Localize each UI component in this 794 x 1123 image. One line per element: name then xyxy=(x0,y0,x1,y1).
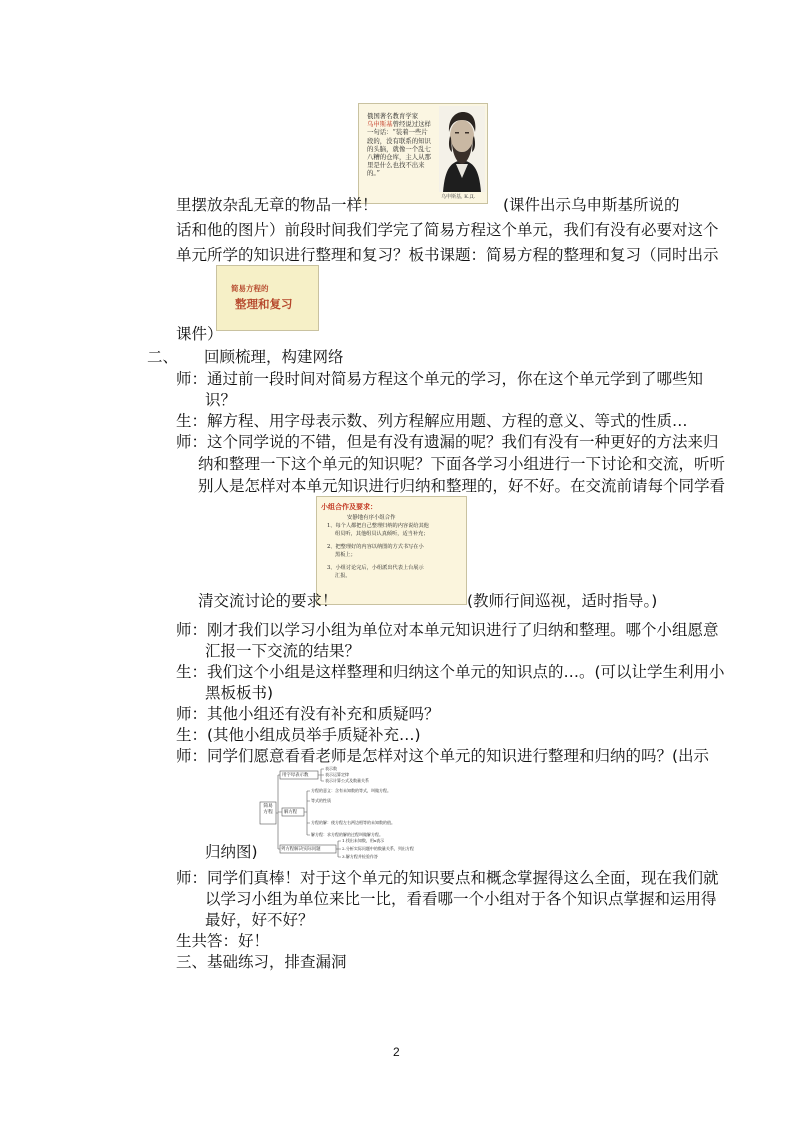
quote-line-2: 曾经说过这样 xyxy=(392,120,431,129)
dialogue-line: 最好，好不好？ xyxy=(205,911,314,929)
dialogue-line: 清交流讨论的要求！ xyxy=(198,592,338,610)
quote-line-7: 里是什么也找不出来 xyxy=(367,161,425,170)
diagram-b3-item: 3.解方程并检验作答 xyxy=(342,854,378,859)
dialogue-line: 生：解方程、用字母表示数、列方程解应用题、方程的意义、等式的性质… xyxy=(176,412,688,430)
diagram-branch-2: 解方程 xyxy=(284,810,298,815)
req-item-1: 1、每个人都把自己整理归纳的内容说给其他 xyxy=(327,523,429,529)
dialogue-line: 师：通过前一段时间对简易方程这个单元的学习，你在这个单元学到了哪些知 xyxy=(176,370,704,388)
dialogue-line: (教师行间巡视，适时指导。) xyxy=(467,592,658,610)
text-line: (课件出示乌申斯基所说的 xyxy=(503,196,680,214)
section-title: 三、基础练习，排查漏洞 xyxy=(176,953,347,971)
dialogue-line: 归纳图) xyxy=(205,843,258,861)
dialogue-line: 黑板板书) xyxy=(205,684,274,702)
portrait-caption: 乌申斯基, К.Д. xyxy=(441,194,476,200)
quote-line-3: 一句话：“装着一些片 xyxy=(367,128,428,137)
lesson-title-slide xyxy=(216,265,319,331)
diagram-b1-item: 表示数 xyxy=(325,766,337,771)
dialogue-line: 师：同学们愿意看看老师是怎样对这个单元的知识进行整理和归纳的吗？(出示 xyxy=(176,747,710,765)
dialogue-line: 汇报一下交流的结果？ xyxy=(205,642,361,660)
quote-line-8: 的。” xyxy=(367,169,380,178)
diagram-root: 简易方程 xyxy=(263,804,273,815)
req-item-3-cont: 汇报。 xyxy=(335,572,351,579)
req-item-3: 3、小组讨论完后，小组派出代表上台展示 xyxy=(327,565,424,571)
slide-title-line-2: 整理和复习 xyxy=(235,297,293,311)
page-number: 2 xyxy=(393,1045,400,1059)
quote-line-5: 的头脑，就像一个乱七 xyxy=(367,144,431,153)
dialogue-line: 师：其他小组还有没有补充和质疑吗？ xyxy=(176,705,440,723)
req-item-2: 2、把整理好的内容以纳图的方式书写在小 xyxy=(327,544,424,550)
quote-line-1: 俄国著名教育学家 xyxy=(367,112,419,120)
diagram-b2-item: 方程的解：使方程左右两边相等的未知数的值。 xyxy=(311,820,395,825)
group-requirements-slide xyxy=(316,496,467,605)
dialogue-line: 以学习小组为单位来比一比，看看哪一个小组对于各个知识点掌握和运用得 xyxy=(205,890,717,908)
dialogue-line: 师：刚才我们以学习小组为单位对本单元知识进行了归纳和整理。哪个小组愿意 xyxy=(176,621,719,639)
dialogue-line: 别人是怎样对本单元知识进行归纳和整理的，好不好。在交流前请每个同学看 xyxy=(198,477,726,495)
section-title: 回顾梳理，构建网络 xyxy=(204,348,344,366)
quote-line-6: 八糟的仓库，主人从那 xyxy=(367,153,431,162)
diagram-b3-item: 1.找出未知数，用x表示 xyxy=(342,838,385,843)
dialogue-line: 识？ xyxy=(205,391,237,409)
text-line: 里摆放杂乱无章的物品一样！ xyxy=(176,196,378,214)
diagram-b1-item: 表示计算公式及数量关系 xyxy=(325,778,369,783)
diagram-b2-item: 等式的性质 xyxy=(311,798,331,803)
req-title: 小组合作及要求： xyxy=(321,502,377,511)
dialogue-line: 生共答：好！ xyxy=(176,932,270,950)
knowledge-diagram xyxy=(258,765,418,860)
text-line: 话和他的图片）前段时间我们学完了简易方程这个单元，我们有没有必要对这个 xyxy=(176,221,719,239)
dialogue-line: 纳和整理一下这个单元的知识呢？下面各学习小组进行一下讨论和交流，听听 xyxy=(198,455,726,473)
dialogue-line: 生：我们这个小组是这样整理和归纳这个单元的知识点的…。(可以让学生利用小 xyxy=(176,663,725,681)
diagram-b3-item: 2.分析实际问题中的数量关系，列出方程 xyxy=(342,846,414,851)
section-number: 二、 xyxy=(147,348,179,366)
ushinsky-name: 乌申斯基 xyxy=(367,120,393,129)
req-subtitle: 安静地有序小组合作 xyxy=(347,515,396,521)
slide-title-line-1: 简易方程的 xyxy=(231,284,269,293)
diagram-b1-item: 表示运算定律 xyxy=(325,772,349,777)
dialogue-line: 师：同学们真棒！对于这个单元的知识要点和概念掌握得这么全面，现在我们就 xyxy=(176,869,719,887)
req-item-1-cont: 组员听，其他组员认真倾听，适当补充； xyxy=(335,530,429,537)
ushinsky-portrait xyxy=(439,106,485,192)
dialogue-line: 生：(其他小组成员举手质疑补充…) xyxy=(176,726,421,744)
dialogue-line: 师：这个同学说的不错，但是有没有遗漏的呢？我们有没有一种更好的方法来归 xyxy=(176,433,719,451)
diagram-b2-item: 方程的意义：含有未知数的等式，叫做方程。 xyxy=(311,788,391,793)
text-line: 单元所学的知识进行整理和复习？板书课题：简易方程的整理和复习（同时出示 xyxy=(176,246,719,264)
diagram-b2-item: 解方程：求方程的解的过程叫做解方程。 xyxy=(311,832,383,837)
diagram-branch-3: 列方程解决实际问题 xyxy=(281,847,321,852)
req-item-2-cont: 黑板上； xyxy=(335,551,356,558)
quote-line-4: 段的，没有联系的知识 xyxy=(367,136,431,145)
text-line: 课件） xyxy=(176,325,223,343)
ushinsky-slide xyxy=(358,103,488,204)
diagram-branch-1: 用字母表示数 xyxy=(282,773,309,778)
